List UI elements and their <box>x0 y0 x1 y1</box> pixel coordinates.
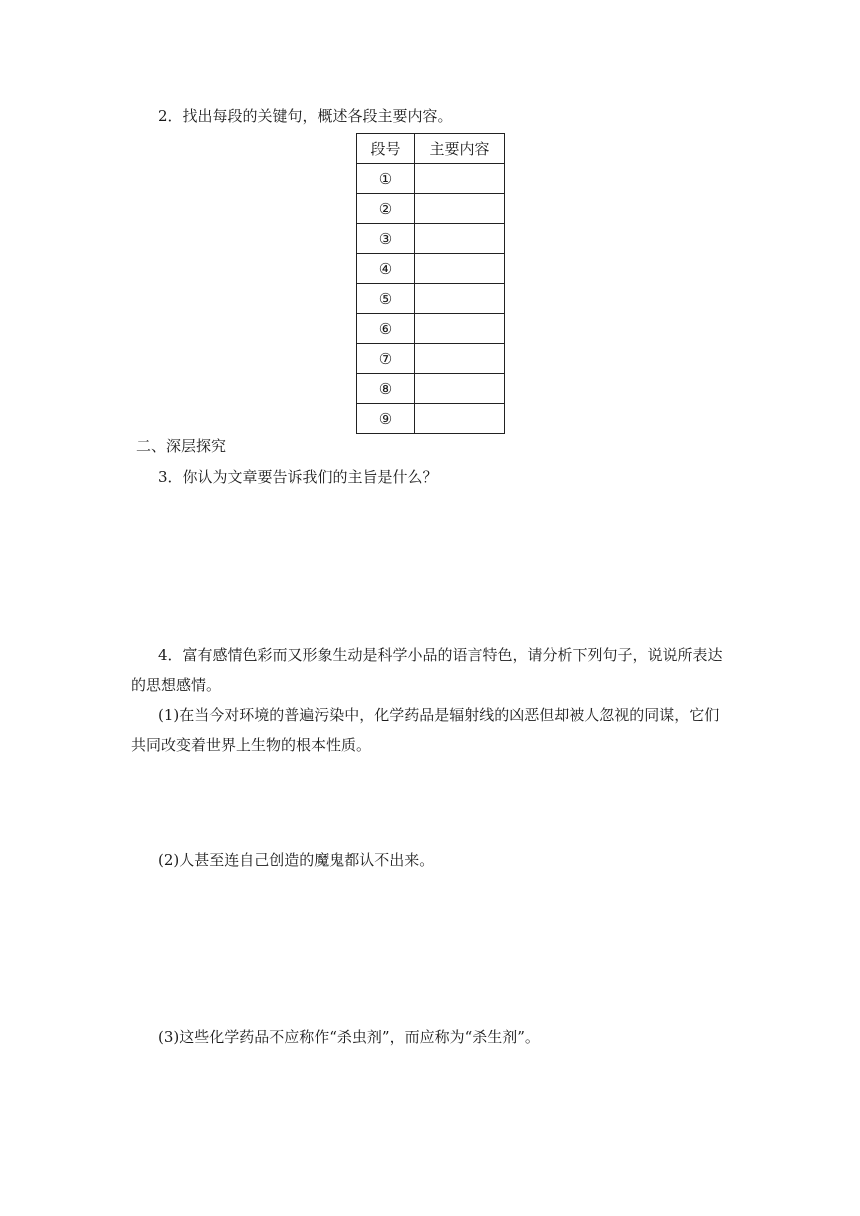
table-row <box>357 224 505 254</box>
question-3-prompt: 3．你认为文章要告诉我们的主旨是什么？ <box>158 468 438 486</box>
header-paragraph-number: 段号 <box>357 134 415 164</box>
question-4-item-1-line-1: (1)在当今对环境的普遍污染中，化学药品是辐射线的凶恶但却被人忽视的同谋，它们 <box>158 706 720 724</box>
answer-cell[interactable] <box>415 404 505 434</box>
paragraph-number-cell: ④ <box>357 254 415 284</box>
table-header-row <box>357 134 505 164</box>
table-row <box>357 404 505 434</box>
paragraph-number-cell: ③ <box>357 224 415 254</box>
paragraph-number-cell: ⑨ <box>357 404 415 434</box>
question-4-prompt-line-1: 4．富有感情色彩而又形象生动是科学小品的语言特色，请分析下列句子，说说所表达 <box>158 646 723 664</box>
paragraph-number-cell: ⑦ <box>357 344 415 374</box>
answer-cell[interactable] <box>415 374 505 404</box>
paragraph-number-cell: ⑥ <box>357 314 415 344</box>
section-title-deep-inquiry: 二、深层探究 <box>136 437 227 455</box>
answer-cell[interactable] <box>415 224 505 254</box>
question-4-item-3: (3)这些化学药品不应称作“杀虫剂”，而应称为“杀生剂”。 <box>158 1028 540 1046</box>
question-4-item-1-line-2: 共同改变着世界上生物的根本性质。 <box>131 736 372 754</box>
table-row <box>357 194 505 224</box>
paragraph-number-cell: ① <box>357 164 415 194</box>
question-4-prompt-line-2: 的思想感情。 <box>131 676 222 694</box>
answer-cell[interactable] <box>415 344 505 374</box>
question-2-prompt: 2．找出每段的关键句，概述各段主要内容。 <box>158 107 453 125</box>
header-main-content: 主要内容 <box>415 134 505 164</box>
table-row <box>357 254 505 284</box>
table-row <box>357 314 505 344</box>
paragraph-number-cell: ② <box>357 194 415 224</box>
answer-cell[interactable] <box>415 164 505 194</box>
answer-cell[interactable] <box>415 194 505 224</box>
paragraph-summary-table <box>356 133 505 434</box>
table-row <box>357 284 505 314</box>
answer-cell[interactable] <box>415 254 505 284</box>
paragraph-number-cell: ⑧ <box>357 374 415 404</box>
answer-cell[interactable] <box>415 314 505 344</box>
table-row <box>357 344 505 374</box>
table-row <box>357 164 505 194</box>
answer-cell[interactable] <box>415 284 505 314</box>
table-row <box>357 374 505 404</box>
question-4-item-2: (2)人甚至连自己创造的魔鬼都认不出来。 <box>158 851 435 869</box>
paragraph-number-cell: ⑤ <box>357 284 415 314</box>
